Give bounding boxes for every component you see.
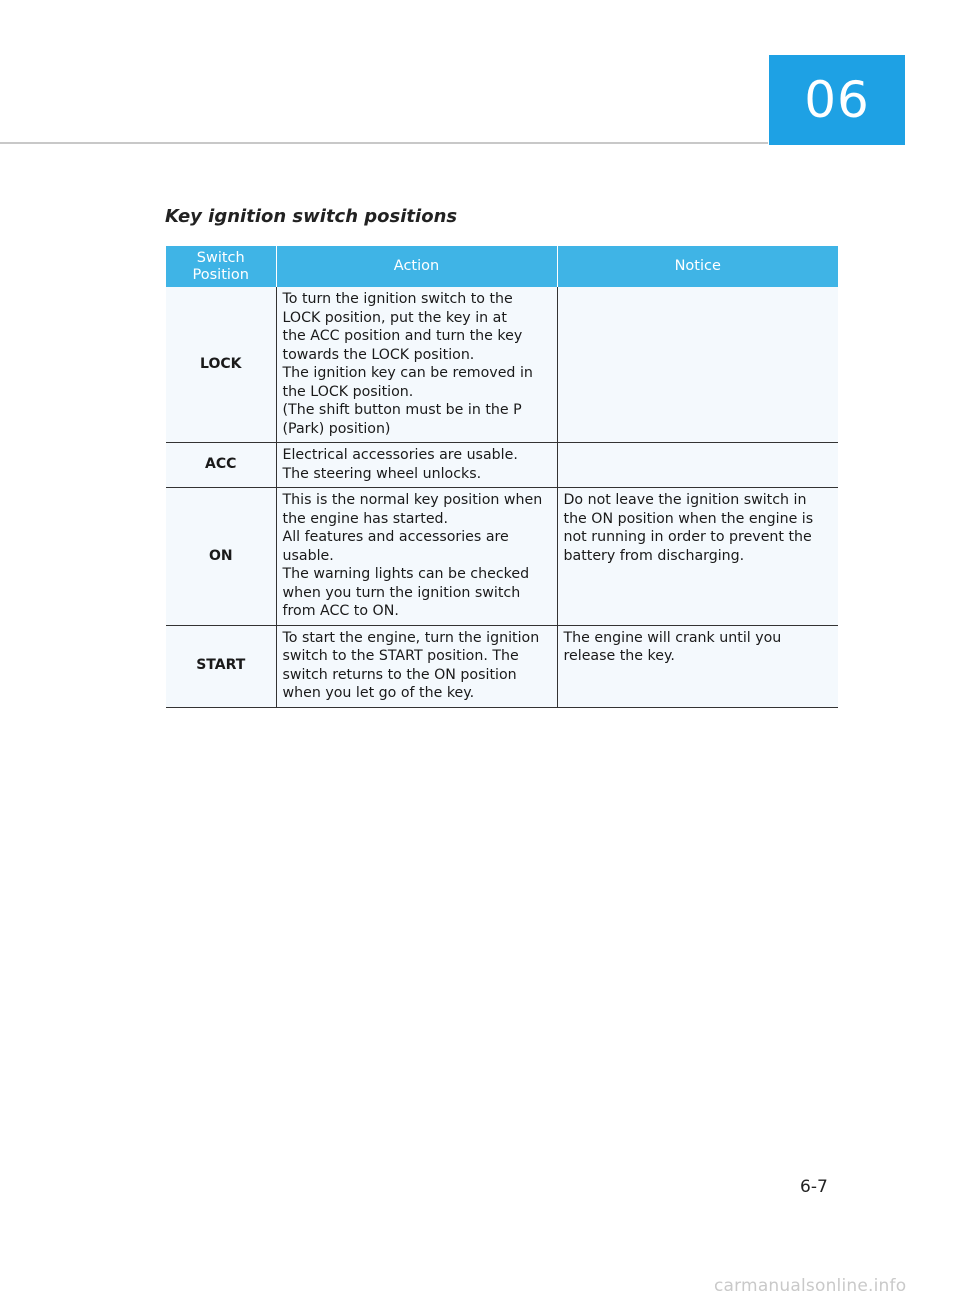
notice-cell	[557, 488, 838, 626]
action-cell	[276, 287, 557, 443]
notice-cell	[557, 287, 838, 443]
switch-position-cell: LOCK	[166, 287, 276, 443]
action-text-line: when you let go of the key.	[282, 685, 475, 701]
switch-position-cell: ON	[166, 488, 276, 626]
action-text-line: (The shift button must be in the P	[282, 402, 522, 418]
action-text-line: switch to the START position. The	[282, 648, 519, 664]
notice-text-line: release the key.	[563, 648, 675, 664]
header-switch-position	[166, 246, 276, 287]
table-row	[166, 488, 838, 626]
chapter-number: 06	[804, 71, 870, 129]
notice-cell	[557, 625, 838, 707]
switch-positions-table	[166, 246, 838, 708]
chapter-tab	[769, 55, 905, 145]
action-text-line: To turn the ignition switch to the	[282, 291, 513, 307]
action-text-line: All features and accessories are	[282, 529, 509, 545]
action-text-line: the engine has started.	[282, 510, 449, 527]
action-text-line: The ignition key can be removed in	[282, 365, 533, 381]
notice-text-line: The engine will crank until you	[563, 629, 782, 646]
table-row	[166, 287, 838, 443]
action-text-line: switch returns to the ON position	[282, 666, 517, 683]
action-text-line: the LOCK position.	[282, 383, 414, 400]
page-number: 6-7	[800, 1177, 828, 1197]
action-text-line: This is the normal key position when	[282, 492, 543, 508]
action-cell	[276, 443, 557, 488]
header-rule	[0, 142, 768, 144]
header-notice: Notice	[557, 246, 838, 287]
action-text-line: towards the LOCK position.	[282, 346, 475, 363]
notice-text-line: battery from discharging.	[563, 547, 745, 564]
action-text-line: The steering wheel unlocks.	[282, 465, 482, 482]
section-title: Key ignition switch positions	[165, 206, 458, 227]
switch-position-cell: START	[166, 625, 276, 707]
action-text-line: The warning lights can be checked	[282, 566, 530, 582]
header-text: Position	[192, 266, 249, 283]
action-text-line: Electrical accessories are usable.	[282, 447, 518, 463]
notice-text-line: the ON position when the engine is	[563, 510, 814, 527]
watermark: carmanualsonline.info	[714, 1276, 907, 1296]
notice-cell	[557, 443, 838, 488]
action-text-line: when you turn the ignition switch	[282, 584, 521, 601]
table-header-row	[166, 246, 838, 287]
notice-text-line: not running in order to prevent the	[563, 529, 812, 545]
action-text-line: usable.	[282, 547, 334, 564]
action-cell	[276, 625, 557, 707]
action-text-line: from ACC to ON.	[282, 603, 399, 619]
action-text-line: To start the engine, turn the ignition	[282, 629, 540, 646]
table-row	[166, 443, 838, 488]
notice-text-line: Do not leave the ignition switch in	[563, 492, 807, 508]
header-text: Switch	[196, 249, 245, 266]
table-row	[166, 625, 838, 707]
action-text-line: the ACC position and turn the key	[282, 328, 523, 344]
header-action: Action	[276, 246, 557, 287]
action-text-line: (Park) position)	[282, 420, 391, 437]
action-text-line: LOCK position, put the key in at	[282, 309, 507, 326]
action-cell	[276, 488, 557, 626]
switch-position-cell: ACC	[166, 443, 276, 488]
